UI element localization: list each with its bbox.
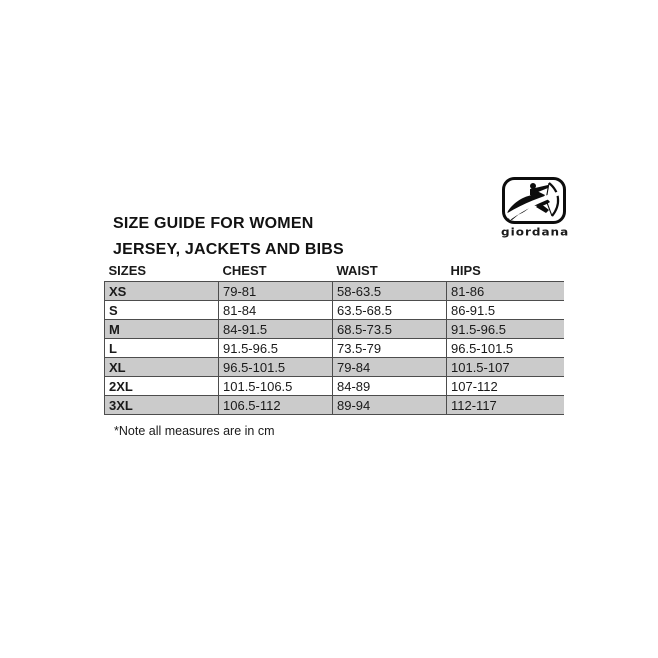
waist-cell: 73.5-79 — [333, 339, 447, 358]
chest-cell: 106.5-112 — [219, 396, 333, 415]
size-cell: XL — [105, 358, 219, 377]
column-header-sizes: SIZES — [105, 261, 219, 282]
waist-cell: 89-94 — [333, 396, 447, 415]
header-row — [105, 261, 564, 282]
hips-cell: 91.5-96.5 — [447, 320, 564, 339]
brand-logo — [501, 177, 570, 239]
title-line-1: SIZE GUIDE FOR WOMEN — [113, 215, 314, 232]
hips-cell: 81-86 — [447, 282, 564, 301]
size-cell: M — [105, 320, 219, 339]
size-cell: XS — [105, 282, 219, 301]
chest-cell: 81-84 — [219, 301, 333, 320]
waist-cell: 79-84 — [333, 358, 447, 377]
waist-cell: 63.5-68.5 — [333, 301, 447, 320]
waist-cell: 84-89 — [333, 377, 447, 396]
chest-cell: 101.5-106.5 — [219, 377, 333, 396]
column-header-chest: CHEST — [219, 261, 333, 282]
hips-cell: 101.5-107 — [447, 358, 564, 377]
chest-cell: 96.5-101.5 — [219, 358, 333, 377]
size-cell: L — [105, 339, 219, 358]
size-table — [104, 261, 564, 415]
brand-wordmark: giordana — [501, 225, 570, 239]
table-row — [105, 320, 564, 339]
waist-cell: 58-63.5 — [333, 282, 447, 301]
column-header-hips: HIPS — [447, 261, 564, 282]
table-row — [105, 396, 564, 415]
size-cell: 2XL — [105, 377, 219, 396]
hips-cell: 86-91.5 — [447, 301, 564, 320]
chest-cell: 84-91.5 — [219, 320, 333, 339]
chest-cell: 91.5-96.5 — [219, 339, 333, 358]
giordana-archer-icon — [501, 177, 567, 225]
footnote: *Note all measures are in cm — [114, 424, 275, 438]
hips-cell: 107-112 — [447, 377, 564, 396]
column-header-waist: WAIST — [333, 261, 447, 282]
table-row — [105, 377, 564, 396]
size-cell: 3XL — [105, 396, 219, 415]
table-row — [105, 301, 564, 320]
waist-cell: 68.5-73.5 — [333, 320, 447, 339]
chest-cell: 79-81 — [219, 282, 333, 301]
table-row — [105, 282, 564, 301]
table-row — [105, 339, 564, 358]
title-line-2: JERSEY, JACKETS AND BIBS — [113, 241, 344, 258]
hips-cell: 112-117 — [447, 396, 564, 415]
page-title — [113, 211, 344, 263]
table-row — [105, 358, 564, 377]
size-table-container — [104, 261, 564, 415]
size-cell: S — [105, 301, 219, 320]
hips-cell: 96.5-101.5 — [447, 339, 564, 358]
